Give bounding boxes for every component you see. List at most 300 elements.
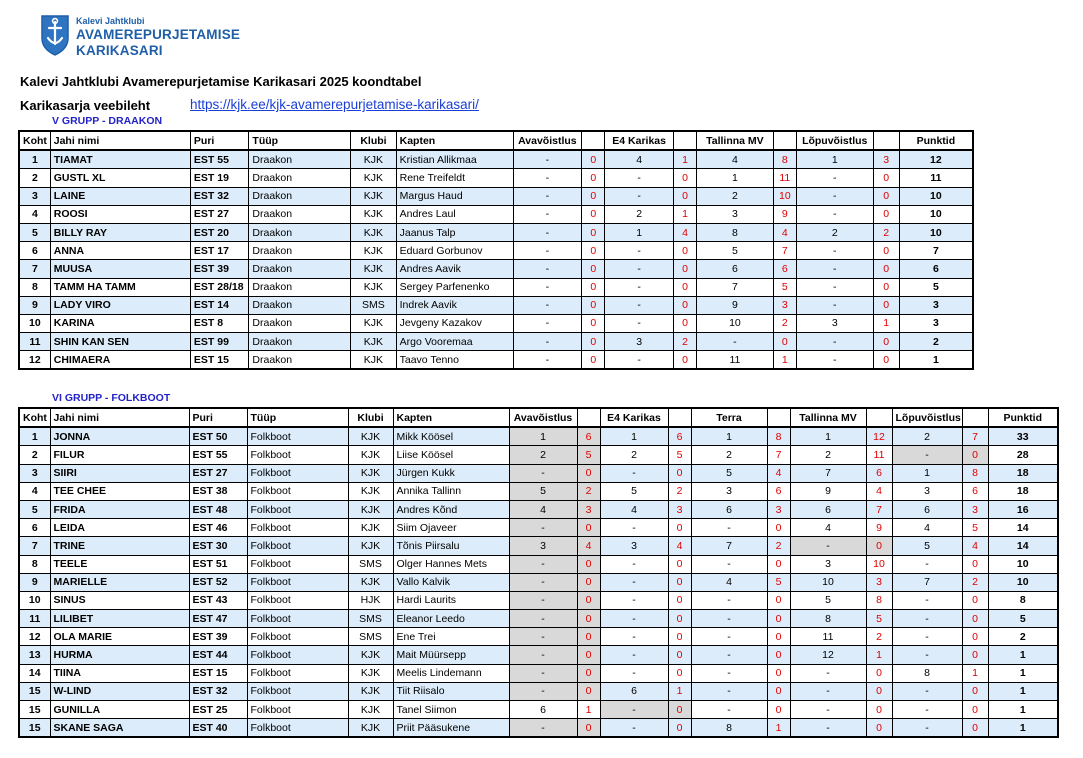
- avavoistlus-place-cell: -: [513, 242, 582, 260]
- boat-type-cell: Draakon: [249, 314, 351, 332]
- results-table-draakon: [18, 130, 974, 370]
- club-cell: KJK: [348, 427, 393, 446]
- column-header: Jahi nimi: [50, 408, 189, 427]
- avavoistlus-place-cell: -: [509, 555, 577, 573]
- club-cell: KJK: [351, 351, 396, 370]
- sail-number-cell: EST 32: [190, 187, 248, 205]
- table-row: [19, 664, 1058, 682]
- captain-cell: Annika Tallinn: [393, 482, 509, 500]
- lopuvoistlus-points-cell: 0: [873, 242, 899, 260]
- group-title-folkboot: VI GRUPP - FOLKBOOT: [52, 392, 171, 404]
- tallinna-mv-points-cell: 11: [773, 169, 796, 187]
- column-header: Jahi nimi: [50, 131, 190, 150]
- terra-points-cell: 7: [767, 446, 790, 464]
- tallinna-mv-place-cell: 10: [697, 314, 774, 332]
- yacht-name-cell: SIIRI: [50, 464, 189, 482]
- total-points-cell: 28: [988, 446, 1058, 464]
- column-header: [773, 131, 796, 150]
- terra-place-cell: -: [691, 646, 767, 664]
- avavoistlus-points-cell: 3: [577, 500, 600, 518]
- yacht-name-cell: LILIBET: [50, 610, 189, 628]
- e4-karikas-place-cell: 2: [605, 205, 674, 223]
- column-header: [582, 131, 605, 150]
- club-cell: KJK: [348, 719, 393, 738]
- e4-karikas-place-cell: -: [605, 296, 674, 314]
- terra-place-cell: 3: [691, 482, 767, 500]
- sail-number-cell: EST 55: [190, 150, 248, 169]
- captain-cell: Tiit Riisalo: [393, 682, 509, 700]
- total-points-cell: 11: [899, 169, 973, 187]
- lopuvoistlus-place-cell: 3: [892, 482, 962, 500]
- sail-number-cell: EST 51: [189, 555, 247, 573]
- series-website-link[interactable]: https://kjk.ee/kjk-avamerepurjetamise-karikasari/: [190, 97, 479, 112]
- club-cell: KJK: [351, 205, 396, 223]
- tallinna-mv-place-cell: 11: [697, 351, 774, 370]
- tallinna-mv-points-cell: 8: [866, 591, 892, 609]
- total-points-cell: 3: [899, 296, 973, 314]
- rank-cell: 8: [19, 278, 50, 296]
- e4-karikas-place-cell: -: [600, 701, 668, 719]
- avavoistlus-points-cell: 0: [582, 314, 605, 332]
- table-row: [19, 205, 973, 223]
- avavoistlus-points-cell: 0: [577, 464, 600, 482]
- lopuvoistlus-place-cell: 2: [796, 223, 873, 241]
- rank-cell: 3: [19, 464, 50, 482]
- rank-cell: 4: [19, 482, 50, 500]
- total-points-cell: 6: [899, 260, 973, 278]
- terra-points-cell: 2: [767, 537, 790, 555]
- total-points-cell: 1: [988, 664, 1058, 682]
- column-header: Tüüp: [247, 408, 348, 427]
- avavoistlus-place-cell: -: [509, 628, 577, 646]
- tallinna-mv-place-cell: 12: [790, 646, 866, 664]
- lopuvoistlus-points-cell: 0: [873, 333, 899, 351]
- table-row: [19, 719, 1058, 738]
- column-header: Tüüp: [249, 131, 351, 150]
- lopuvoistlus-points-cell: 0: [962, 682, 988, 700]
- boat-type-cell: Draakon: [249, 278, 351, 296]
- sail-number-cell: EST 99: [190, 333, 248, 351]
- avavoistlus-place-cell: -: [513, 351, 582, 370]
- yacht-name-cell: CHIMAERA: [50, 351, 190, 370]
- e4-karikas-points-cell: 0: [673, 351, 696, 370]
- lopuvoistlus-place-cell: -: [796, 278, 873, 296]
- tallinna-mv-points-cell: 6: [866, 464, 892, 482]
- lopuvoistlus-points-cell: 0: [962, 555, 988, 573]
- captain-cell: Mikk Köösel: [393, 427, 509, 446]
- avavoistlus-place-cell: -: [513, 260, 582, 278]
- total-points-cell: 14: [988, 537, 1058, 555]
- terra-place-cell: -: [691, 555, 767, 573]
- lopuvoistlus-place-cell: -: [796, 333, 873, 351]
- lopuvoistlus-points-cell: 0: [962, 646, 988, 664]
- e4-karikas-place-cell: 3: [605, 333, 674, 351]
- lopuvoistlus-place-cell: 5: [892, 537, 962, 555]
- avavoistlus-points-cell: 5: [577, 446, 600, 464]
- lopuvoistlus-place-cell: -: [892, 646, 962, 664]
- total-points-cell: 10: [988, 573, 1058, 591]
- sail-number-cell: EST 38: [189, 482, 247, 500]
- e4-karikas-place-cell: -: [605, 260, 674, 278]
- captain-cell: Rene Treifeldt: [396, 169, 513, 187]
- lopuvoistlus-place-cell: -: [892, 719, 962, 738]
- lopuvoistlus-points-cell: 7: [962, 427, 988, 446]
- series-website-label: Karikasarja veebileht: [20, 98, 151, 113]
- yacht-name-cell: TRINE: [50, 537, 189, 555]
- terra-place-cell: -: [691, 682, 767, 700]
- captain-cell: Andres Kõnd: [393, 500, 509, 518]
- avavoistlus-place-cell: -: [513, 169, 582, 187]
- yacht-name-cell: TEE CHEE: [50, 482, 189, 500]
- yacht-name-cell: OLA MARIE: [50, 628, 189, 646]
- avavoistlus-place-cell: -: [509, 682, 577, 700]
- avavoistlus-points-cell: 0: [582, 187, 605, 205]
- tallinna-mv-place-cell: 2: [697, 187, 774, 205]
- captain-cell: Indrek Aavik: [396, 296, 513, 314]
- captain-cell: Tõnis Piirsalu: [393, 537, 509, 555]
- e4-karikas-place-cell: -: [600, 646, 668, 664]
- sail-number-cell: EST 28/18: [190, 278, 248, 296]
- lopuvoistlus-place-cell: -: [796, 296, 873, 314]
- club-cell: SMS: [348, 628, 393, 646]
- terra-place-cell: -: [691, 664, 767, 682]
- avavoistlus-place-cell: 4: [509, 500, 577, 518]
- lopuvoistlus-place-cell: 8: [892, 664, 962, 682]
- boat-type-cell: Folkboot: [247, 555, 348, 573]
- table-row: [19, 646, 1058, 664]
- tallinna-mv-place-cell: 3: [790, 555, 866, 573]
- lopuvoistlus-place-cell: -: [796, 205, 873, 223]
- e4-karikas-points-cell: 6: [668, 427, 691, 446]
- e4-karikas-points-cell: 0: [668, 610, 691, 628]
- boat-type-cell: Folkboot: [247, 446, 348, 464]
- yacht-name-cell: FRIDA: [50, 500, 189, 518]
- sail-number-cell: EST 47: [189, 610, 247, 628]
- yacht-name-cell: JONNA: [50, 427, 189, 446]
- club-cell: KJK: [348, 482, 393, 500]
- total-points-cell: 8: [988, 591, 1058, 609]
- terra-place-cell: -: [691, 701, 767, 719]
- yacht-name-cell: W-LIND: [50, 682, 189, 700]
- tallinna-mv-points-cell: 5: [866, 610, 892, 628]
- club-cell: KJK: [351, 169, 396, 187]
- rank-cell: 2: [19, 169, 50, 187]
- captain-cell: Vallo Kalvik: [393, 573, 509, 591]
- e4-karikas-points-cell: 0: [673, 169, 696, 187]
- sail-number-cell: EST 55: [189, 446, 247, 464]
- tallinna-mv-points-cell: 7: [866, 500, 892, 518]
- club-cell: HJK: [348, 591, 393, 609]
- e4-karikas-place-cell: 4: [600, 500, 668, 518]
- e4-karikas-place-cell: -: [605, 169, 674, 187]
- avavoistlus-points-cell: 2: [577, 482, 600, 500]
- lopuvoistlus-place-cell: -: [892, 591, 962, 609]
- table-row: [19, 610, 1058, 628]
- boat-type-cell: Draakon: [249, 150, 351, 169]
- sail-number-cell: EST 19: [190, 169, 248, 187]
- lopuvoistlus-points-cell: 1: [873, 314, 899, 332]
- rank-cell: 14: [19, 664, 50, 682]
- lopuvoistlus-place-cell: -: [892, 701, 962, 719]
- captain-cell: Argo Vooremaa: [396, 333, 513, 351]
- captain-cell: Andres Aavik: [396, 260, 513, 278]
- avavoistlus-place-cell: 2: [509, 446, 577, 464]
- tallinna-mv-place-cell: 1: [697, 169, 774, 187]
- column-header: Avavõistlus: [509, 408, 577, 427]
- lopuvoistlus-points-cell: 0: [962, 446, 988, 464]
- e4-karikas-points-cell: 0: [673, 278, 696, 296]
- e4-karikas-place-cell: -: [605, 278, 674, 296]
- table-header-row: [19, 408, 1058, 427]
- terra-points-cell: 4: [767, 464, 790, 482]
- e4-karikas-place-cell: 3: [600, 537, 668, 555]
- lopuvoistlus-place-cell: -: [796, 351, 873, 370]
- e4-karikas-place-cell: 6: [600, 682, 668, 700]
- column-header: Lõpuvõistlus: [892, 408, 962, 427]
- boat-type-cell: Folkboot: [247, 482, 348, 500]
- club-cell: KJK: [348, 537, 393, 555]
- club-cell: KJK: [351, 314, 396, 332]
- lopuvoistlus-place-cell: -: [796, 260, 873, 278]
- tallinna-mv-place-cell: -: [790, 537, 866, 555]
- tallinna-mv-place-cell: 4: [790, 519, 866, 537]
- yacht-name-cell: HURMA: [50, 646, 189, 664]
- lopuvoistlus-points-cell: 6: [962, 482, 988, 500]
- avavoistlus-place-cell: -: [509, 646, 577, 664]
- boat-type-cell: Draakon: [249, 205, 351, 223]
- tallinna-mv-place-cell: -: [697, 333, 774, 351]
- lopuvoistlus-place-cell: 2: [892, 427, 962, 446]
- club-cell: KJK: [348, 519, 393, 537]
- column-header: E4 Karikas: [605, 131, 674, 150]
- boat-type-cell: Draakon: [249, 260, 351, 278]
- total-points-cell: 10: [899, 205, 973, 223]
- club-cell: SMS: [348, 555, 393, 573]
- boat-type-cell: Folkboot: [247, 464, 348, 482]
- table-row: [19, 500, 1058, 518]
- total-points-cell: 10: [988, 555, 1058, 573]
- lopuvoistlus-points-cell: 0: [962, 701, 988, 719]
- e4-karikas-place-cell: 4: [605, 150, 674, 169]
- e4-karikas-place-cell: -: [605, 351, 674, 370]
- rank-cell: 15: [19, 682, 50, 700]
- yacht-name-cell: TIINA: [50, 664, 189, 682]
- avavoistlus-points-cell: 0: [582, 169, 605, 187]
- e4-karikas-points-cell: 0: [668, 628, 691, 646]
- terra-points-cell: 8: [767, 427, 790, 446]
- tallinna-mv-points-cell: 4: [773, 223, 796, 241]
- lopuvoistlus-points-cell: 0: [873, 296, 899, 314]
- total-points-cell: 1: [988, 646, 1058, 664]
- terra-points-cell: 0: [767, 682, 790, 700]
- tallinna-mv-place-cell: 8: [790, 610, 866, 628]
- sail-number-cell: EST 8: [190, 314, 248, 332]
- avavoistlus-place-cell: 6: [509, 701, 577, 719]
- table-row: [19, 591, 1058, 609]
- table-row: [19, 169, 973, 187]
- club-cell: KJK: [351, 278, 396, 296]
- column-header: [962, 408, 988, 427]
- lopuvoistlus-place-cell: -: [796, 242, 873, 260]
- tallinna-mv-points-cell: 1: [866, 646, 892, 664]
- e4-karikas-place-cell: -: [600, 719, 668, 738]
- column-header: Punktid: [988, 408, 1058, 427]
- avavoistlus-place-cell: -: [513, 187, 582, 205]
- sail-number-cell: EST 50: [189, 427, 247, 446]
- tallinna-mv-place-cell: -: [790, 701, 866, 719]
- tallinna-mv-points-cell: 3: [773, 296, 796, 314]
- boat-type-cell: Draakon: [249, 223, 351, 241]
- table-row: [19, 223, 973, 241]
- lopuvoistlus-points-cell: 4: [962, 537, 988, 555]
- e4-karikas-points-cell: 1: [673, 150, 696, 169]
- total-points-cell: 12: [899, 150, 973, 169]
- sail-number-cell: EST 43: [189, 591, 247, 609]
- yacht-name-cell: LEIDA: [50, 519, 189, 537]
- lopuvoistlus-points-cell: 0: [873, 278, 899, 296]
- sail-number-cell: EST 39: [190, 260, 248, 278]
- sail-number-cell: EST 14: [190, 296, 248, 314]
- lopuvoistlus-place-cell: 6: [892, 500, 962, 518]
- club-cell: KJK: [351, 150, 396, 169]
- captain-cell: Mait Müürsepp: [393, 646, 509, 664]
- e4-karikas-place-cell: 5: [600, 482, 668, 500]
- lopuvoistlus-place-cell: -: [796, 187, 873, 205]
- club-cell: KJK: [351, 223, 396, 241]
- lopuvoistlus-points-cell: 0: [962, 628, 988, 646]
- total-points-cell: 14: [988, 519, 1058, 537]
- avavoistlus-points-cell: 0: [582, 223, 605, 241]
- yacht-name-cell: SHIN KAN SEN: [50, 333, 190, 351]
- e4-karikas-place-cell: -: [600, 591, 668, 609]
- column-header: Puri: [189, 408, 247, 427]
- tallinna-mv-place-cell: 4: [697, 150, 774, 169]
- table-row: [19, 482, 1058, 500]
- total-points-cell: 5: [988, 610, 1058, 628]
- terra-place-cell: -: [691, 591, 767, 609]
- lopuvoistlus-points-cell: 0: [873, 260, 899, 278]
- rank-cell: 10: [19, 591, 50, 609]
- captain-cell: Hardi Laurits: [393, 591, 509, 609]
- avavoistlus-points-cell: 0: [577, 628, 600, 646]
- column-header: Klubi: [351, 131, 396, 150]
- terra-place-cell: -: [691, 610, 767, 628]
- avavoistlus-points-cell: 0: [577, 610, 600, 628]
- e4-karikas-points-cell: 0: [673, 242, 696, 260]
- rank-cell: 9: [19, 296, 50, 314]
- lopuvoistlus-points-cell: 0: [873, 169, 899, 187]
- captain-cell: Siim Ojaveer: [393, 519, 509, 537]
- e4-karikas-points-cell: 0: [668, 555, 691, 573]
- avavoistlus-place-cell: -: [513, 278, 582, 296]
- avavoistlus-place-cell: -: [509, 519, 577, 537]
- rank-cell: 7: [19, 260, 50, 278]
- tallinna-mv-points-cell: 2: [773, 314, 796, 332]
- total-points-cell: 2: [988, 628, 1058, 646]
- rank-cell: 6: [19, 242, 50, 260]
- tallinna-mv-points-cell: 10: [866, 555, 892, 573]
- e4-karikas-points-cell: 3: [668, 500, 691, 518]
- e4-karikas-points-cell: 0: [668, 464, 691, 482]
- avavoistlus-points-cell: 0: [582, 242, 605, 260]
- e4-karikas-place-cell: -: [605, 314, 674, 332]
- terra-points-cell: 0: [767, 646, 790, 664]
- lopuvoistlus-points-cell: 0: [962, 719, 988, 738]
- tallinna-mv-place-cell: 3: [697, 205, 774, 223]
- yacht-name-cell: ROOSI: [50, 205, 190, 223]
- club-cell: KJK: [348, 664, 393, 682]
- sail-number-cell: EST 20: [190, 223, 248, 241]
- e4-karikas-points-cell: 0: [668, 664, 691, 682]
- avavoistlus-points-cell: 0: [582, 333, 605, 351]
- total-points-cell: 18: [988, 464, 1058, 482]
- tallinna-mv-place-cell: 7: [790, 464, 866, 482]
- rank-cell: 5: [19, 500, 50, 518]
- tallinna-mv-place-cell: 1: [790, 427, 866, 446]
- rank-cell: 1: [19, 427, 50, 446]
- total-points-cell: 18: [988, 482, 1058, 500]
- e4-karikas-points-cell: 0: [668, 646, 691, 664]
- rank-cell: 12: [19, 351, 50, 370]
- avavoistlus-place-cell: -: [513, 205, 582, 223]
- rank-cell: 2: [19, 446, 50, 464]
- tallinna-mv-place-cell: 5: [790, 591, 866, 609]
- captain-cell: Taavo Tenno: [396, 351, 513, 370]
- rank-cell: 1: [19, 150, 50, 169]
- total-points-cell: 1: [988, 682, 1058, 700]
- rank-cell: 13: [19, 646, 50, 664]
- captain-cell: Priit Pääsukene: [393, 719, 509, 738]
- total-points-cell: 1: [988, 719, 1058, 738]
- yacht-name-cell: GUNILLA: [50, 701, 189, 719]
- tallinna-mv-points-cell: 7: [773, 242, 796, 260]
- yacht-name-cell: GUSTL XL: [50, 169, 190, 187]
- yacht-name-cell: MARIELLE: [50, 573, 189, 591]
- total-points-cell: 7: [899, 242, 973, 260]
- captain-cell: Ene Trei: [393, 628, 509, 646]
- column-header: Punktid: [899, 131, 973, 150]
- terra-place-cell: 4: [691, 573, 767, 591]
- captain-cell: Andres Laul: [396, 205, 513, 223]
- terra-place-cell: 5: [691, 464, 767, 482]
- boat-type-cell: Folkboot: [247, 537, 348, 555]
- e4-karikas-place-cell: -: [600, 464, 668, 482]
- total-points-cell: 3: [899, 314, 973, 332]
- boat-type-cell: Draakon: [249, 333, 351, 351]
- rank-cell: 9: [19, 573, 50, 591]
- avavoistlus-place-cell: -: [513, 223, 582, 241]
- terra-points-cell: 5: [767, 573, 790, 591]
- avavoistlus-points-cell: 0: [577, 591, 600, 609]
- tallinna-mv-place-cell: 11: [790, 628, 866, 646]
- lopuvoistlus-place-cell: -: [892, 610, 962, 628]
- avavoistlus-points-cell: 0: [577, 664, 600, 682]
- boat-type-cell: Folkboot: [247, 646, 348, 664]
- tallinna-mv-place-cell: 6: [790, 500, 866, 518]
- lopuvoistlus-place-cell: 3: [796, 314, 873, 332]
- tallinna-mv-points-cell: 0: [866, 719, 892, 738]
- sail-number-cell: EST 40: [189, 719, 247, 738]
- terra-points-cell: 0: [767, 610, 790, 628]
- avavoistlus-place-cell: -: [513, 296, 582, 314]
- club-cell: KJK: [348, 500, 393, 518]
- e4-karikas-points-cell: 2: [673, 333, 696, 351]
- rank-cell: 4: [19, 205, 50, 223]
- sail-number-cell: EST 15: [189, 664, 247, 682]
- club-cell: KJK: [348, 682, 393, 700]
- rank-cell: 7: [19, 537, 50, 555]
- tallinna-mv-points-cell: 5: [773, 278, 796, 296]
